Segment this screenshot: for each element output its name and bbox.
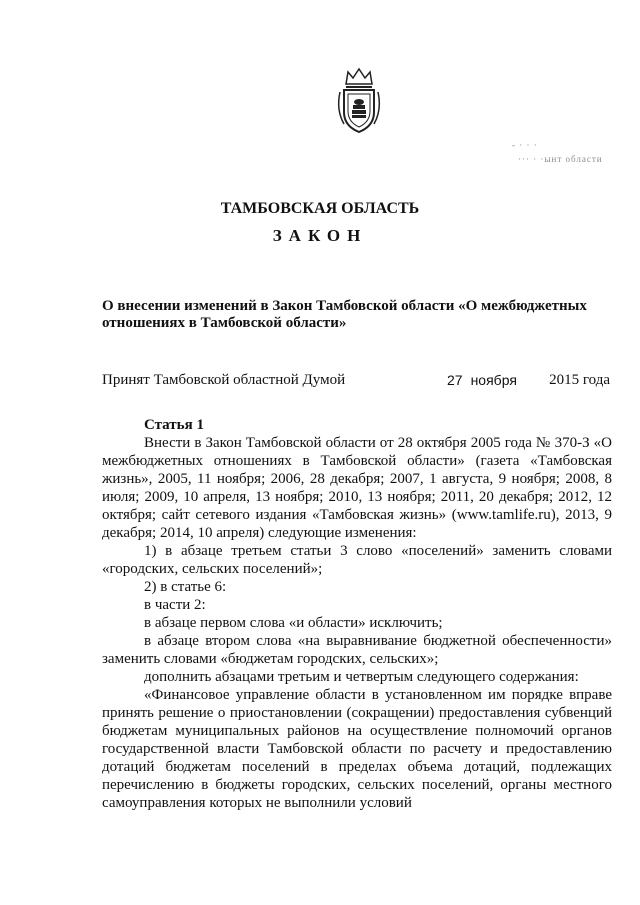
article-heading: Статья 1 — [144, 417, 204, 433]
paragraph: 2) в статье 6: — [144, 579, 227, 595]
registration-stamp — [482, 138, 622, 166]
paragraph: в абзаце первом слова «и области» исключить; — [144, 615, 443, 631]
adoption-month: ноября — [470, 372, 517, 388]
paragraph: в абзаце втором слова «на выравнивание бюджетной обеспеченности» заменить словами «бюджетам городских, сельских»; — [102, 633, 612, 667]
paragraph: 1) в абзаце третьем статьи 3 слово «поселений» заменить словами «городских, сельских поселений»; — [102, 543, 612, 577]
law-heading: ЗАКОН — [272, 226, 368, 245]
adoption-year: 2015 года — [549, 372, 610, 388]
region-heading: ТАМБОВСКАЯ ОБЛАСТЬ — [220, 200, 420, 217]
paragraph: «Финансовое управление области в установленном им порядке вправе принять решение о приостановлении (сокращении) предоставления субвенций бюджетам муниципальных районов на осуществление полномочий органов государственной власти Тамбовской области по расчету и предоставлению дотаций бюджетам поселений в пределах объема дотаций, подлежащих перечислению в бюджеты городских, сельских поселений, органы местного самоуправления которых не выполнили условий — [102, 687, 612, 811]
paragraph: Внести в Закон Тамбовской области от 28 октября 2005 года № 370-З «О межбюджетных отношениях в Тамбовской области» (газета «Тамбовская жизнь», 2005, 11 ноября; 2006, 28 декабря; 2007, 1 августа, 9 ноября; 2008, 8 июля; 2009, 10 апреля, 13 ноября; 2010, 13 ноября; 2011, 20 декабря; 2012, 12 октября; сайт сетевого издания «Тамбовская жизнь» (www.tamlife.ru), 2013, 9 декабря; 2014, 10 апреля) следующие изменения: — [102, 435, 612, 541]
coat-of-arms-icon — [334, 66, 384, 136]
adoption-day: 27 — [447, 372, 463, 388]
adopting-body: Принят Тамбовской областной Думой — [102, 372, 346, 388]
stamp-line-2: ··· · ·ынт области — [518, 154, 603, 164]
stamp-line-1: - · · · — [512, 140, 538, 150]
law-body — [102, 416, 612, 812]
adoption-date — [447, 371, 517, 390]
law-title: О внесении изменений в Закон Тамбовской области «О межбюджетных отношениях в Тамбовской области» — [102, 298, 587, 331]
paragraph: дополнить абзацами третьим и четвертым следующего содержания: — [144, 669, 579, 685]
paragraph: в части 2: — [144, 597, 206, 613]
